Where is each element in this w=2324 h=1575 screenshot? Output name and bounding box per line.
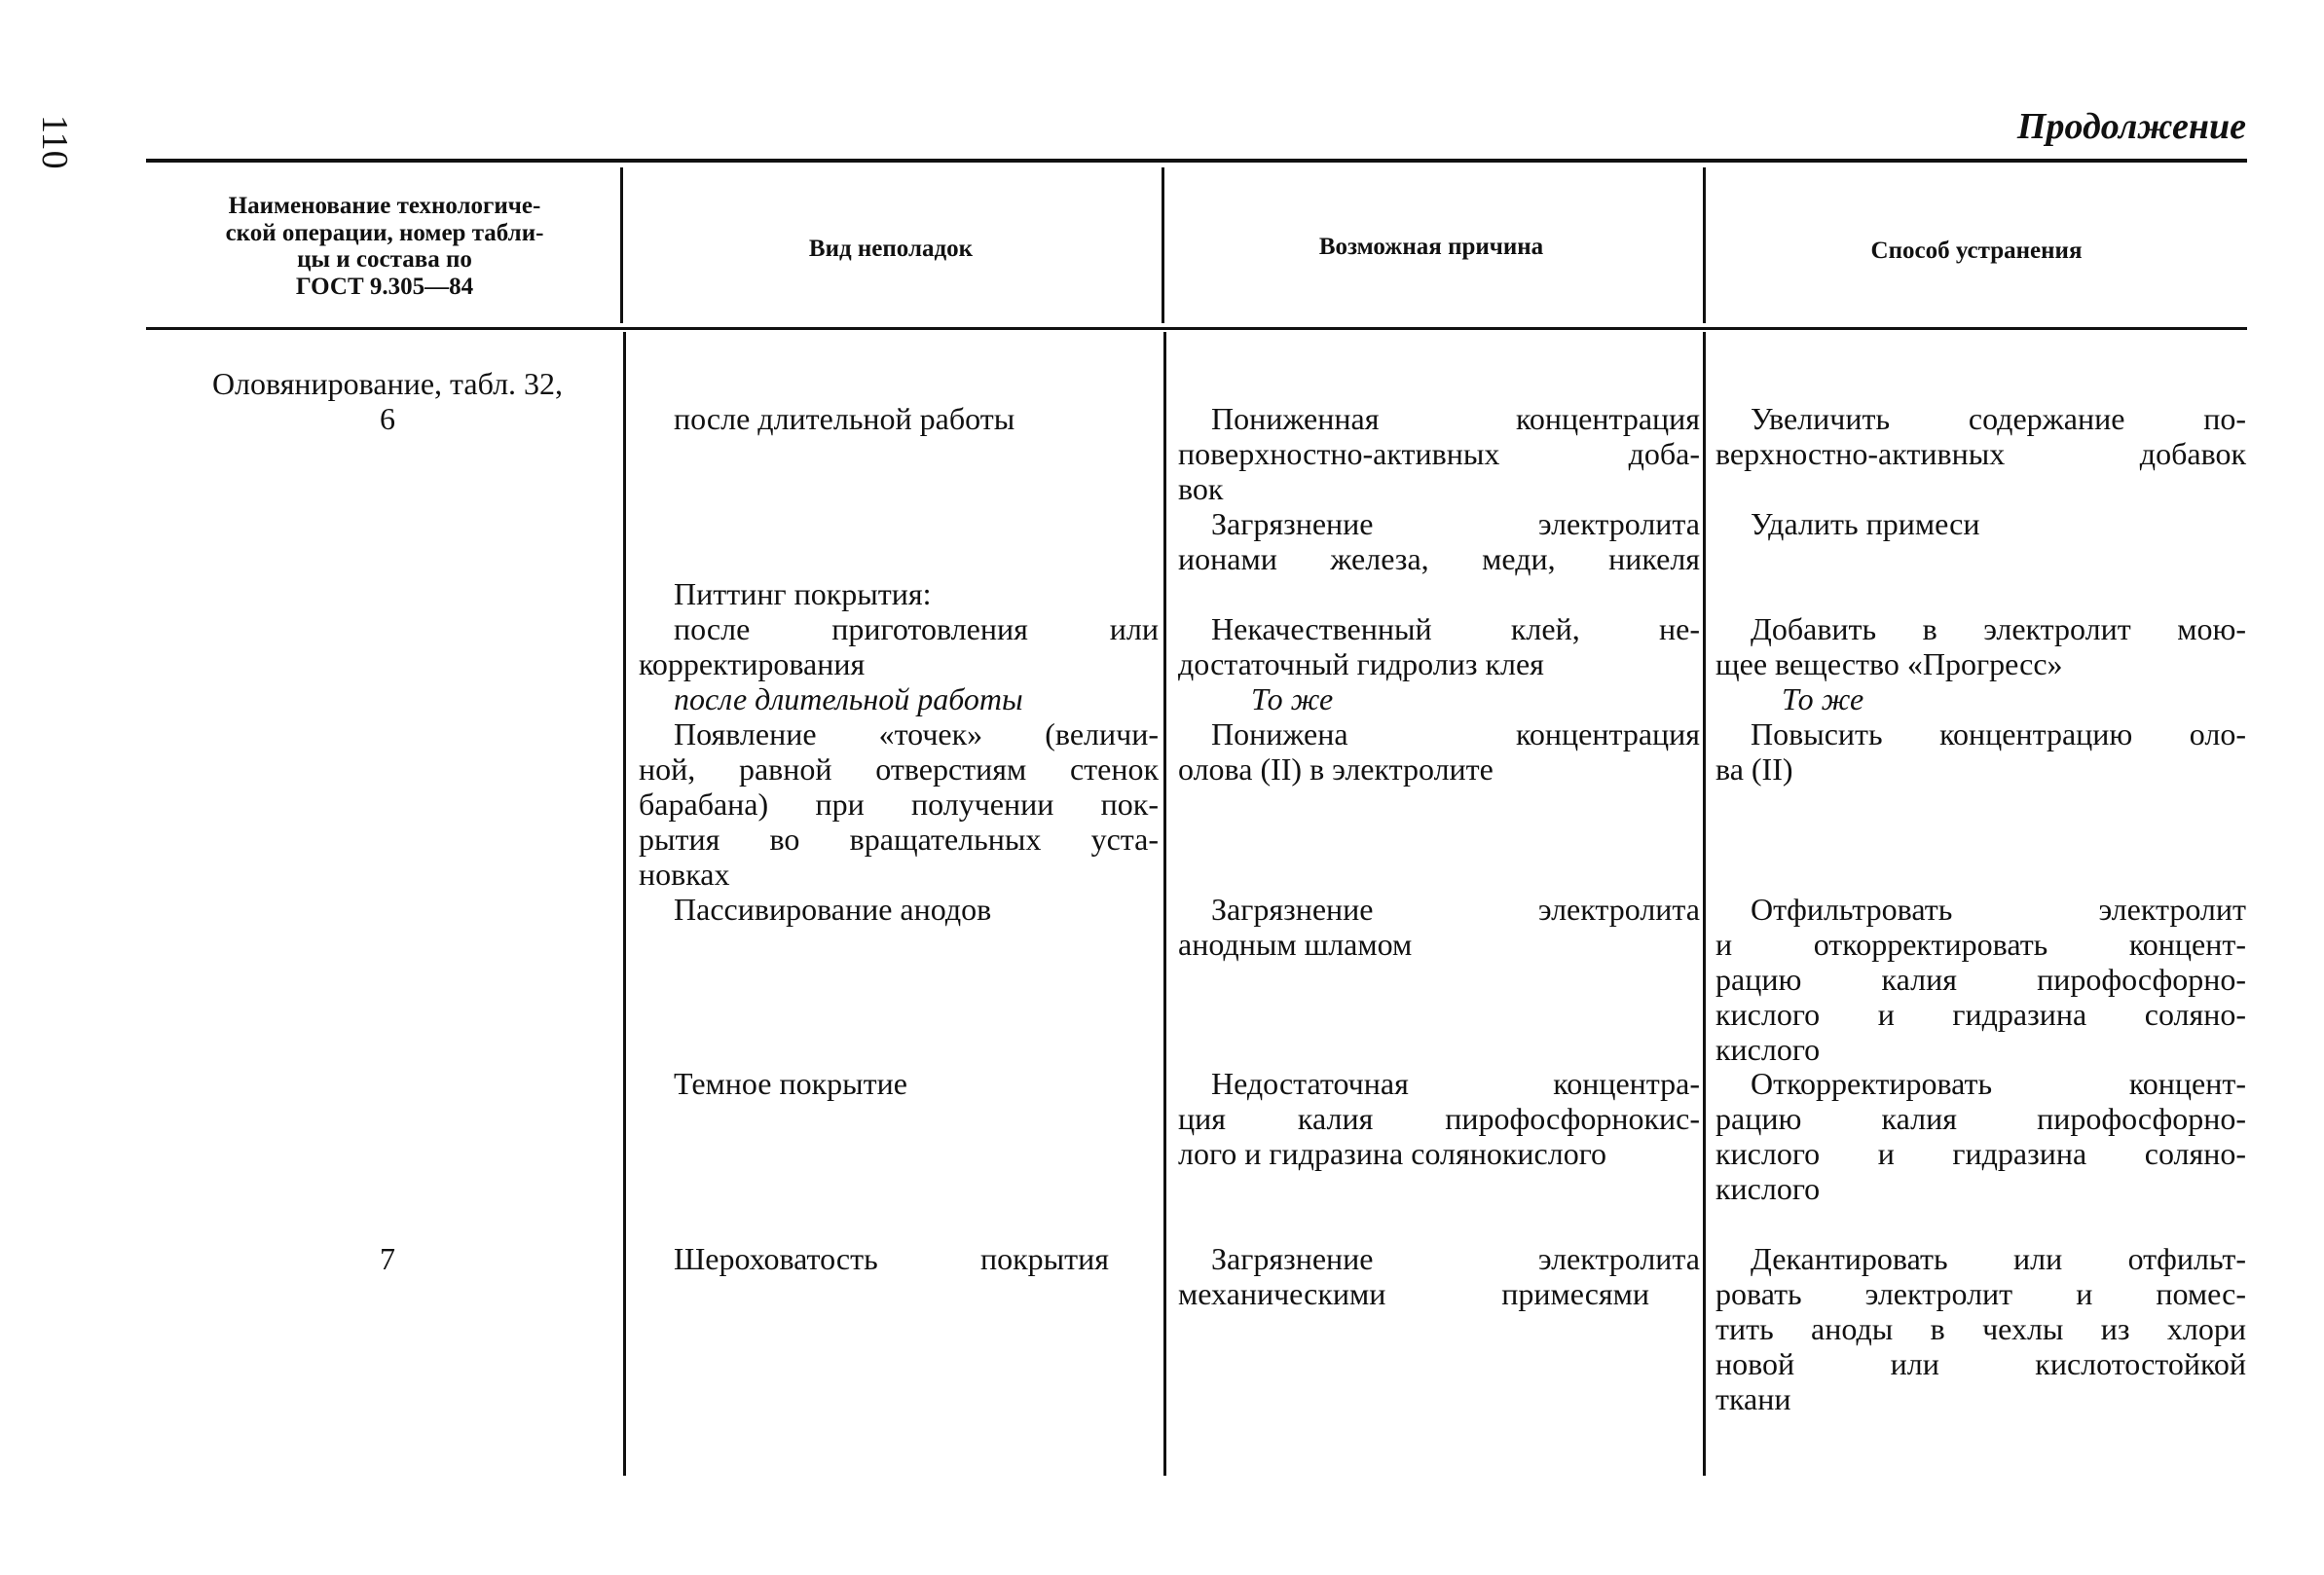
cause-text: достаточный гидролиз клея [1178, 646, 1544, 681]
header-possible-cause: Возможная причина [1318, 234, 1544, 260]
header-rule [146, 327, 2247, 330]
remedy-text: рацию калия пирофосфорно- [1715, 1101, 2246, 1136]
cause-text: вок [1178, 471, 1224, 506]
remedy-text: Откорректировать концент- [1751, 1066, 2246, 1101]
cause-text: Понижена концентрация [1211, 716, 1700, 751]
defect-text: Шероховатость покрытия [674, 1241, 1109, 1276]
cause-text: олова (II) в электролите [1178, 751, 1494, 787]
defect-text: Пассивирование анодов [674, 892, 992, 927]
composition-number: 7 [380, 1241, 395, 1276]
remedy-text: ровать электролит и помес- [1715, 1276, 2246, 1311]
remedy-text: кислого и гидразина солянo- [1715, 997, 2246, 1032]
cause-text: Некачественный клей, не- [1211, 611, 1700, 646]
remedy-text: кислого и гидразина солянo- [1715, 1136, 2246, 1171]
cause-text: поверхностно-активных доба- [1178, 436, 1700, 471]
cause-text: Пониженная концентрация [1211, 401, 1700, 436]
defect-text: после длительной работы [674, 681, 1023, 716]
header-divider-2 [1162, 167, 1164, 323]
remedy-text: Добавить в электролит мою- [1751, 611, 2246, 646]
remedy-text: ткани [1715, 1381, 1791, 1416]
header-operation-line: ской операции, номер табли- [225, 219, 544, 246]
remedy-text: Отфильтровать электролит [1751, 892, 2246, 927]
remedy-text: щее вещество «Прогресс» [1715, 646, 2063, 681]
cause-text: ионами железа, меди, никеля [1178, 541, 1700, 576]
defect-text: корректирования [639, 646, 866, 681]
remedy-text: кислого [1715, 1032, 1821, 1067]
body-divider-3 [1703, 332, 1706, 1476]
remedy-text: Увеличить содержание по- [1751, 401, 2246, 436]
cause-text: механическими примесями [1178, 1276, 1649, 1311]
remedy-text: тить аноды в чехлы из хлори [1715, 1311, 2246, 1346]
body-divider-1 [623, 332, 626, 1476]
operation-name: Оловянирование, табл. 32, [211, 366, 564, 401]
header-divider-3 [1703, 167, 1706, 323]
header-operation [166, 193, 604, 300]
defect-text: новках [639, 857, 730, 892]
cause-text: То же [1251, 681, 1334, 716]
cause-text: Недостаточная концентра- [1211, 1066, 1700, 1101]
top-rule [146, 159, 2247, 163]
remedy-text: То же [1782, 681, 1864, 716]
header-operation-line: ГОСТ 9.305—84 [295, 273, 474, 300]
cause-text: лого и гидразина солянокислого [1178, 1136, 1607, 1171]
header-operation-line: Наименование технологиче- [228, 193, 541, 219]
header-remedy: Способ устранения [1870, 238, 2083, 264]
cause-text: Загрязнение электролита [1211, 892, 1700, 927]
remedy-text: Повысить концентрацию оло- [1751, 716, 2246, 751]
remedy-text: и откорректировать концент- [1715, 927, 2246, 962]
page-number: 110 [34, 115, 75, 169]
composition-number: 6 [380, 401, 395, 436]
continuation-label: Продолжение [2016, 106, 2246, 147]
cause-text: ция калия пирофосфорнокис- [1178, 1101, 1700, 1136]
defect-text: ной, равной отверстиям стенок [639, 751, 1159, 787]
remedy-text: рацию калия пирофосфорно- [1715, 962, 2246, 997]
header-operation-line: цы и состава по [297, 246, 472, 273]
defect-text: барабана) при получении пок- [639, 787, 1159, 822]
remedy-text: кислого [1715, 1171, 1821, 1206]
remedy-text: новой или кислотостойкой [1715, 1346, 2246, 1381]
remedy-text: ва (II) [1715, 751, 1793, 787]
defect-text: рытия во вращательных уста- [639, 822, 1159, 857]
defect-text: Темное покрытие [674, 1066, 907, 1101]
cause-text: Загрязнение электролита [1211, 1241, 1700, 1276]
remedy-text: Удалить примеси [1751, 506, 1980, 541]
header-defect-type: Вид неполадок [808, 236, 974, 262]
defect-text: после приготовления или [674, 611, 1159, 646]
defect-text: Питтинг покрытия: [674, 576, 932, 611]
defect-text: после длительной работы [674, 401, 1015, 436]
cause-text: Загрязнение электролита [1211, 506, 1700, 541]
defect-text: Появление «точек» (величи- [674, 716, 1159, 751]
remedy-text: Декантировать или отфильт- [1751, 1241, 2246, 1276]
remedy-text: верхностно-активных добавок [1715, 436, 2246, 471]
cause-text: анодным шламом [1178, 927, 1413, 962]
header-divider-1 [620, 167, 623, 323]
